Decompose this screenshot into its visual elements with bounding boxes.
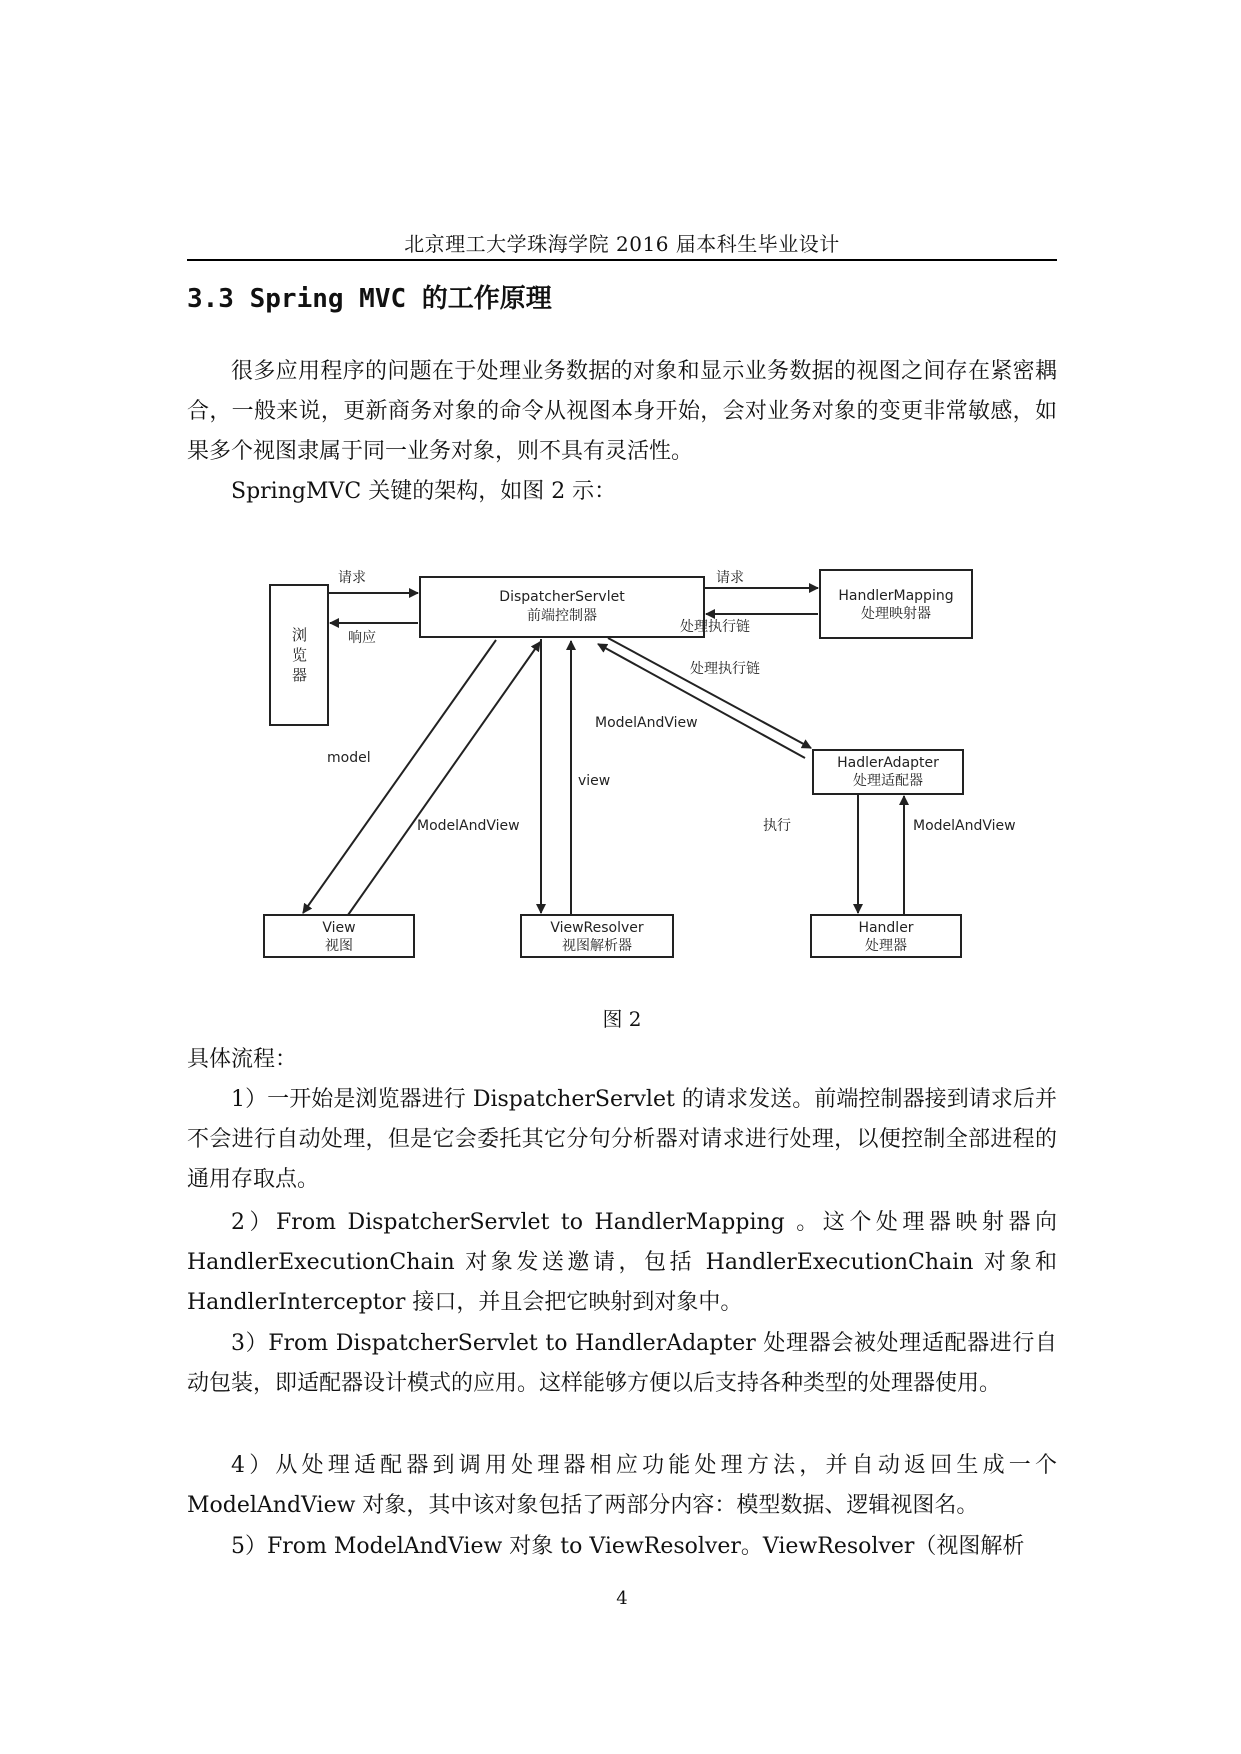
handler-mapping-sub: 处理映射器: [861, 606, 931, 622]
mav-label-handler: ModelAndView: [913, 818, 1016, 834]
header-rule: [187, 259, 1057, 261]
dispatcher-name: DispatcherServlet: [499, 589, 625, 605]
handler-adapter-sub: 处理适配器: [853, 773, 923, 789]
browser-label-1: 浏: [292, 626, 308, 644]
dispatcher-servlet-box: [420, 577, 704, 637]
step-5-paragraph: 5）From ModelAndView 对象 to ViewResolver。ViewResolver（视图解析: [231, 1534, 1025, 1559]
view-to-dispatcher-arrow: [348, 642, 540, 915]
browser-label-2: 览: [292, 646, 308, 664]
view-resolver-sub: 视图解析器: [562, 938, 632, 954]
figure-caption: 图 2: [602, 1007, 642, 1031]
handler-mapping-name: HandlerMapping: [838, 588, 954, 604]
handler-name: Handler: [858, 920, 914, 936]
browser-label-3: 器: [292, 666, 308, 684]
step-4-paragraph: 4）从处理适配器到调用处理器相应功能处理方法，并自动返回生成一个 ModelAndView 对象，其中该对象包括了两部分内容：模型数据、逻辑视图名。: [187, 1453, 1057, 1518]
view-resolver-name: ViewResolver: [550, 920, 644, 936]
dispatcher-to-adapter-arrow: [608, 638, 811, 748]
execute-label: 执行: [763, 818, 791, 834]
springmvc-architecture-diagram: [258, 560, 1016, 970]
exec-chain-label-diagonal: 处理执行链: [690, 661, 760, 677]
dispatcher-sub: 前端控制器: [527, 608, 597, 624]
flow-heading: 具体流程：: [187, 1047, 298, 1072]
mav-label-adapter: ModelAndView: [595, 715, 698, 731]
handler-sub: 处理器: [865, 938, 907, 954]
architecture-intro-paragraph: SpringMVC 关键的架构，如图 2 示：: [231, 479, 617, 504]
running-header: 北京理工大学珠海学院 2016 届本科生毕业设计: [404, 232, 840, 256]
step-1-paragraph: 1）一开始是浏览器进行 DispatcherServlet 的请求发送。前端控制器接到请求后并不会进行自动处理，但是它会委托其它分句分析器对请求进行处理，以便控制全部进程的通用存取点。: [187, 1087, 1057, 1192]
exec-chain-label-top: 处理执行链: [680, 619, 750, 635]
handler-adapter-name: HadlerAdapter: [837, 755, 939, 771]
mav-label-resolver: ModelAndView: [417, 818, 520, 834]
page-number: 4: [616, 1588, 628, 1609]
step-3-paragraph: 3）From DispatcherServlet to HandlerAdapter 处理器会被处理适配器进行自动包装，即适配器设计模式的应用。这样能够方便以后支持各种类型的处理器使用。: [187, 1331, 1057, 1396]
model-arrow-to-view: [303, 640, 496, 913]
view-sub: 视图: [325, 938, 353, 954]
request-label-left: 请求: [338, 570, 366, 586]
section-title: 3.3 Spring MVC 的工作原理: [187, 284, 552, 314]
intro-paragraph: 很多应用程序的问题在于处理业务数据的对象和显示业务数据的视图之间存在紧密耦合，一般来说，更新商务对象的命令从视图本身开始，会对业务对象的变更非常敏感，如果多个视图隶属于同一业务对象，则不具有灵活性。: [187, 359, 1057, 464]
view-label: view: [578, 773, 611, 789]
view-name: View: [322, 920, 356, 936]
request-label-right: 请求: [716, 570, 744, 586]
response-label: 响应: [348, 630, 376, 646]
model-label: model: [327, 750, 371, 766]
step-2-paragraph: 2）From DispatcherServlet to HandlerMapping 。这个处理器映射器向 HandlerExecutionChain 对象发送邀请，包括 HandlerExecutionChain 对象和 HandlerInterceptor 接口，并且会把它映射到对象中。: [187, 1210, 1057, 1315]
handler-mapping-box: [820, 570, 972, 638]
